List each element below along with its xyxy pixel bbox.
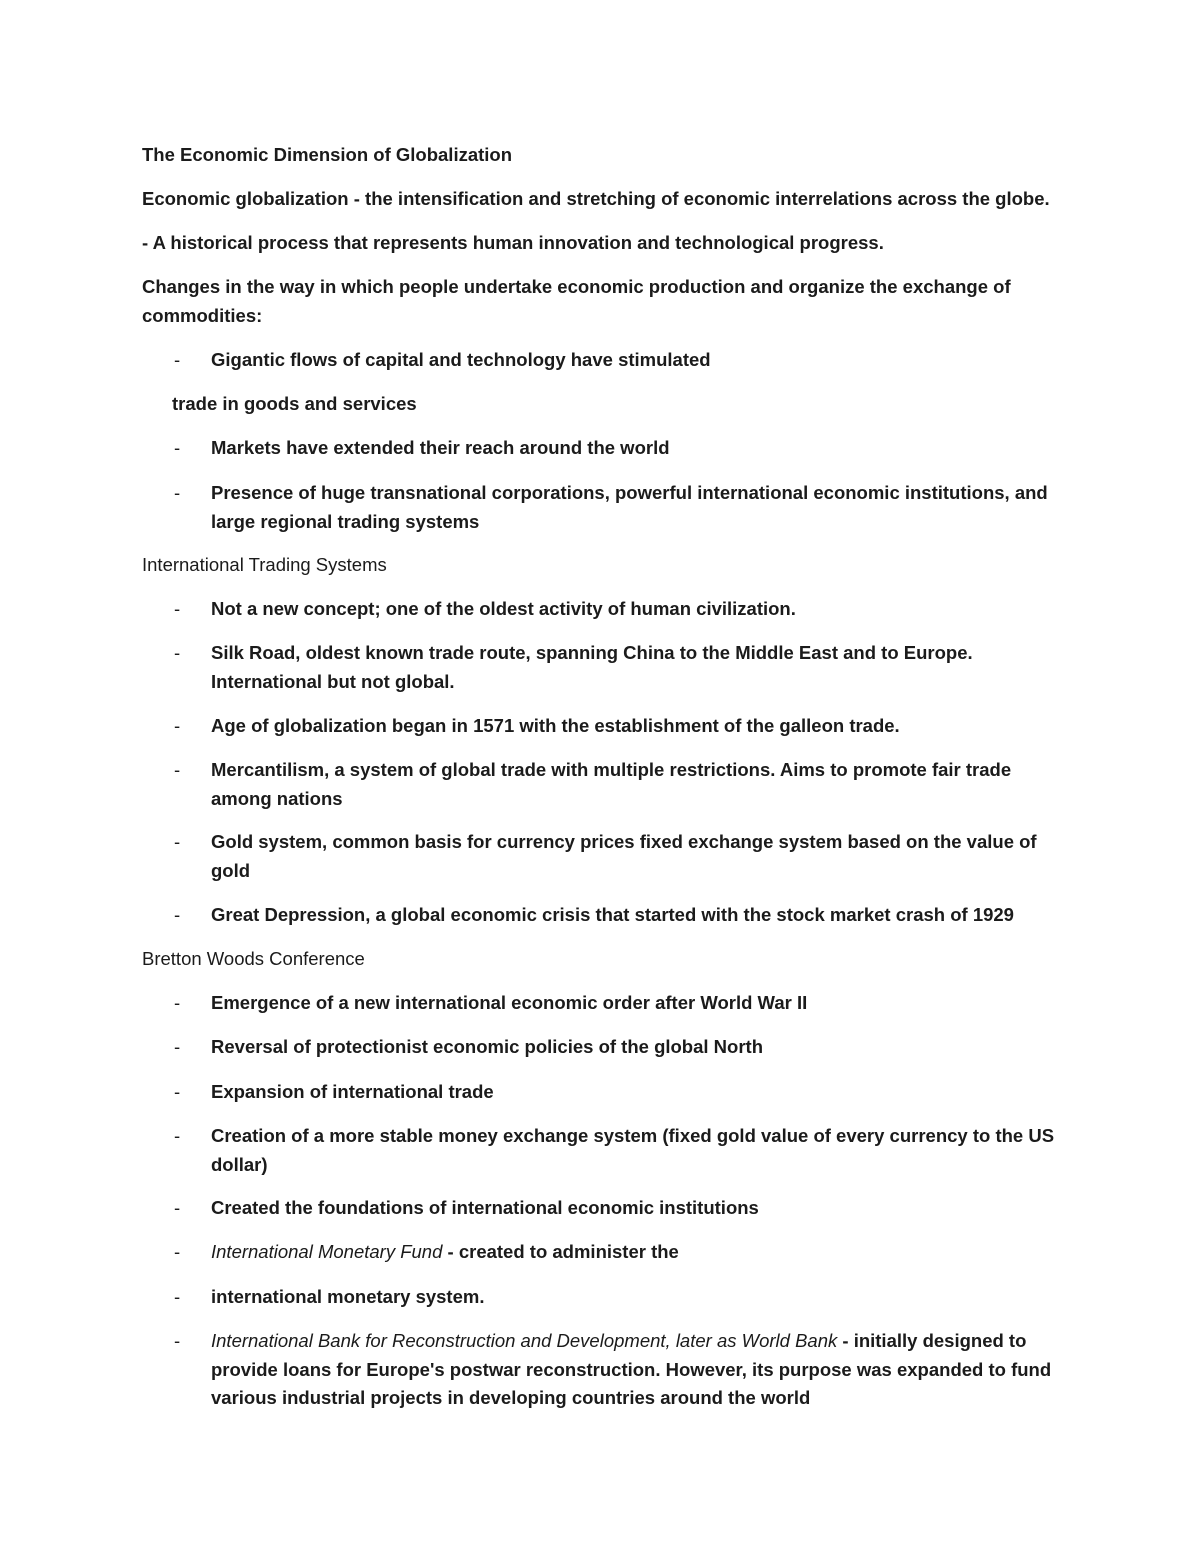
list-dash: - xyxy=(174,904,181,925)
list-item: Emergence of a new international economic order after World War II xyxy=(211,992,808,1013)
list-item: Creation of a more stable money exchange system (fixed gold value of every currency to the US dollar) xyxy=(211,1125,1055,1175)
definition-paragraph: Economic globalization - the intensification and stretching of economic interrelations across the globe. xyxy=(142,188,1050,209)
list-dash: - xyxy=(174,349,181,370)
list-item-continuation: trade in goods and services xyxy=(172,393,417,414)
list-dash: - xyxy=(174,482,181,503)
list-item: Not a new concept; one of the oldest activity of human civilization. xyxy=(211,598,796,619)
changes-paragraph-line2: commodities: xyxy=(142,305,263,326)
list-item-world-bank xyxy=(211,1327,1071,1413)
process-paragraph: - A historical process that represents human innovation and technological progress. xyxy=(142,232,884,253)
list-item: Gold system, common basis for currency prices fixed exchange system based on the value of gold xyxy=(211,831,1037,881)
list-item: Gigantic flows of capital and technology have stimulated xyxy=(211,349,711,370)
list-item: Great Depression, a global economic crisis that started with the stock market crash of 1929 xyxy=(211,904,1014,925)
list-dash: - xyxy=(174,1330,181,1351)
list-dash: - xyxy=(174,1197,181,1218)
list-dash: - xyxy=(174,1081,181,1102)
list-item: Silk Road, oldest known trade route, spanning China to the Middle East and to Europe. International but not global. xyxy=(211,642,973,692)
list-dash: - xyxy=(174,759,181,780)
list-dash: - xyxy=(174,598,181,619)
list-dash: - xyxy=(174,1036,181,1057)
list-item: Created the foundations of international economic institutions xyxy=(211,1197,759,1218)
list-item: Reversal of protectionist economic policies of the global North xyxy=(211,1036,764,1057)
list-dash: - xyxy=(174,1241,181,1262)
list-dash: - xyxy=(174,715,181,736)
imf-name: International Monetary Fund xyxy=(211,1241,443,1262)
list-item: Presence of huge transnational corporations, powerful international economic institutions, and large regional trading systems xyxy=(211,482,1048,532)
world-bank-name: International Bank for Reconstruction and Development, later as World Bank xyxy=(211,1330,838,1351)
list-dash: - xyxy=(174,992,181,1013)
list-item: Expansion of international trade xyxy=(211,1081,494,1102)
world-bank-description: - initially designed to provide loans for Europe's postwar reconstruction. However, its purpose was expanded to fund various industrial projects in developing countries around the world xyxy=(211,1330,1052,1408)
list-item-imf xyxy=(211,1238,1071,1267)
list-item: Age of globalization began in 1571 with the establishment of the galleon trade. xyxy=(211,715,900,736)
section-heading-bretton-woods: Bretton Woods Conference xyxy=(142,948,365,969)
list-dash: - xyxy=(174,831,181,852)
list-dash: - xyxy=(174,1125,181,1146)
section-heading-trading: International Trading Systems xyxy=(142,554,387,575)
imf-description: - created to administer the xyxy=(442,1241,679,1262)
list-item: Mercantilism, a system of global trade with multiple restrictions. Aims to promote fair trade among nations xyxy=(211,759,1012,809)
changes-paragraph-line1: Changes in the way in which people undertake economic production and organize the exchange of xyxy=(142,276,1011,297)
list-dash: - xyxy=(174,1286,181,1307)
document-title: The Economic Dimension of Globalization xyxy=(142,144,513,165)
list-item: Markets have extended their reach around the world xyxy=(211,437,670,458)
list-dash: - xyxy=(174,437,181,458)
list-dash: - xyxy=(174,642,181,663)
list-item: international monetary system. xyxy=(211,1286,485,1307)
